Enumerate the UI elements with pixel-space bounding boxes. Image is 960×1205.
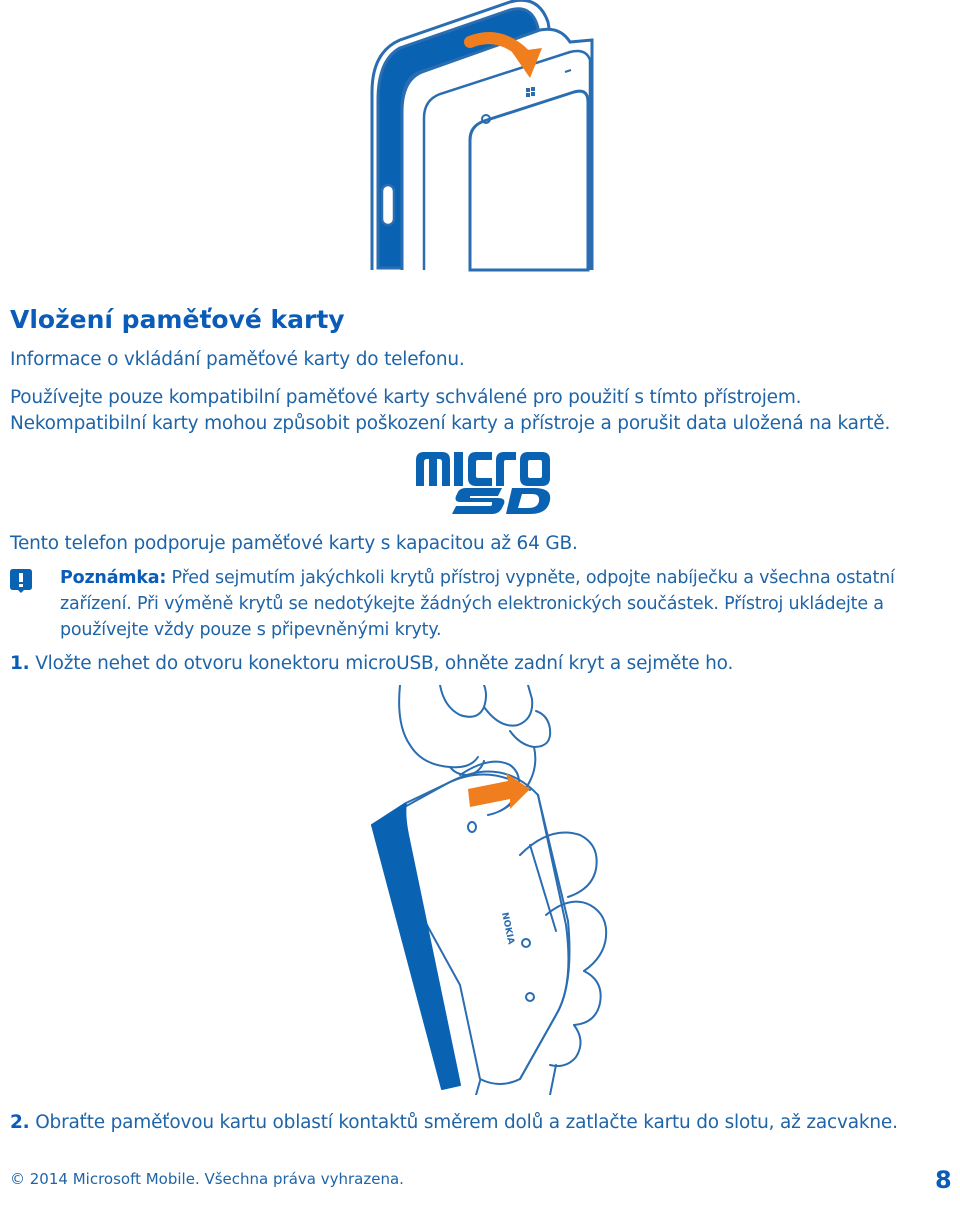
step-text: Vložte nehet do otvoru konektoru microUSB, ohněte zadní kryt a sejměte ho. [29,653,734,674]
page-number: 8 [935,1166,952,1194]
warning-text-line2: Nekompatibilní karty mohou způsobit poškození karty a přístroje a porušit data uložená na kartě. [10,413,891,434]
copyright-text: © 2014 Microsoft Mobile. Všechna práva vyhrazena. [10,1170,404,1188]
capacity-text: Tento telefon podporuje paměťové karty s kapacitou až 64 GB. [10,533,578,554]
nokia-brand-text: NOKIA [499,911,516,946]
step-2 [10,1112,898,1133]
section-title: Vložení paměťové karty [10,305,345,334]
step-text: Obraťte paměťovou kartu oblastí kontaktů směrem dolů a zatlačte kartu do slotu, až zacvakne. [29,1112,898,1133]
microsd-logo [412,448,554,516]
phone-cover-illustration-top [360,0,620,275]
intro-text: Informace o vkládání paměťové karty do telefonu. [10,349,465,370]
cover-removal-illustration [360,685,620,1095]
note-text: Před sejmutím jakýchkoli krytů přístroj vypněte, odpojte nabíječku a všechna ostatní zařízení. Při výměně krytů se nedotýkejte žádných elektronických součástek. Přístroj ukládejte a používejte vždy pouze s připevněnými kryty. [60,568,895,640]
note-paragraph [60,565,960,643]
step-1 [10,653,733,674]
warning-text-line1: Používejte pouze kompatibilní paměťové karty schválené pro použití s tímto přístrojem. [10,387,802,408]
step-number: 1. [10,653,30,674]
exclamation-icon [10,569,32,593]
step-number: 2. [10,1112,30,1133]
note-label: Poznámka: [60,568,167,588]
